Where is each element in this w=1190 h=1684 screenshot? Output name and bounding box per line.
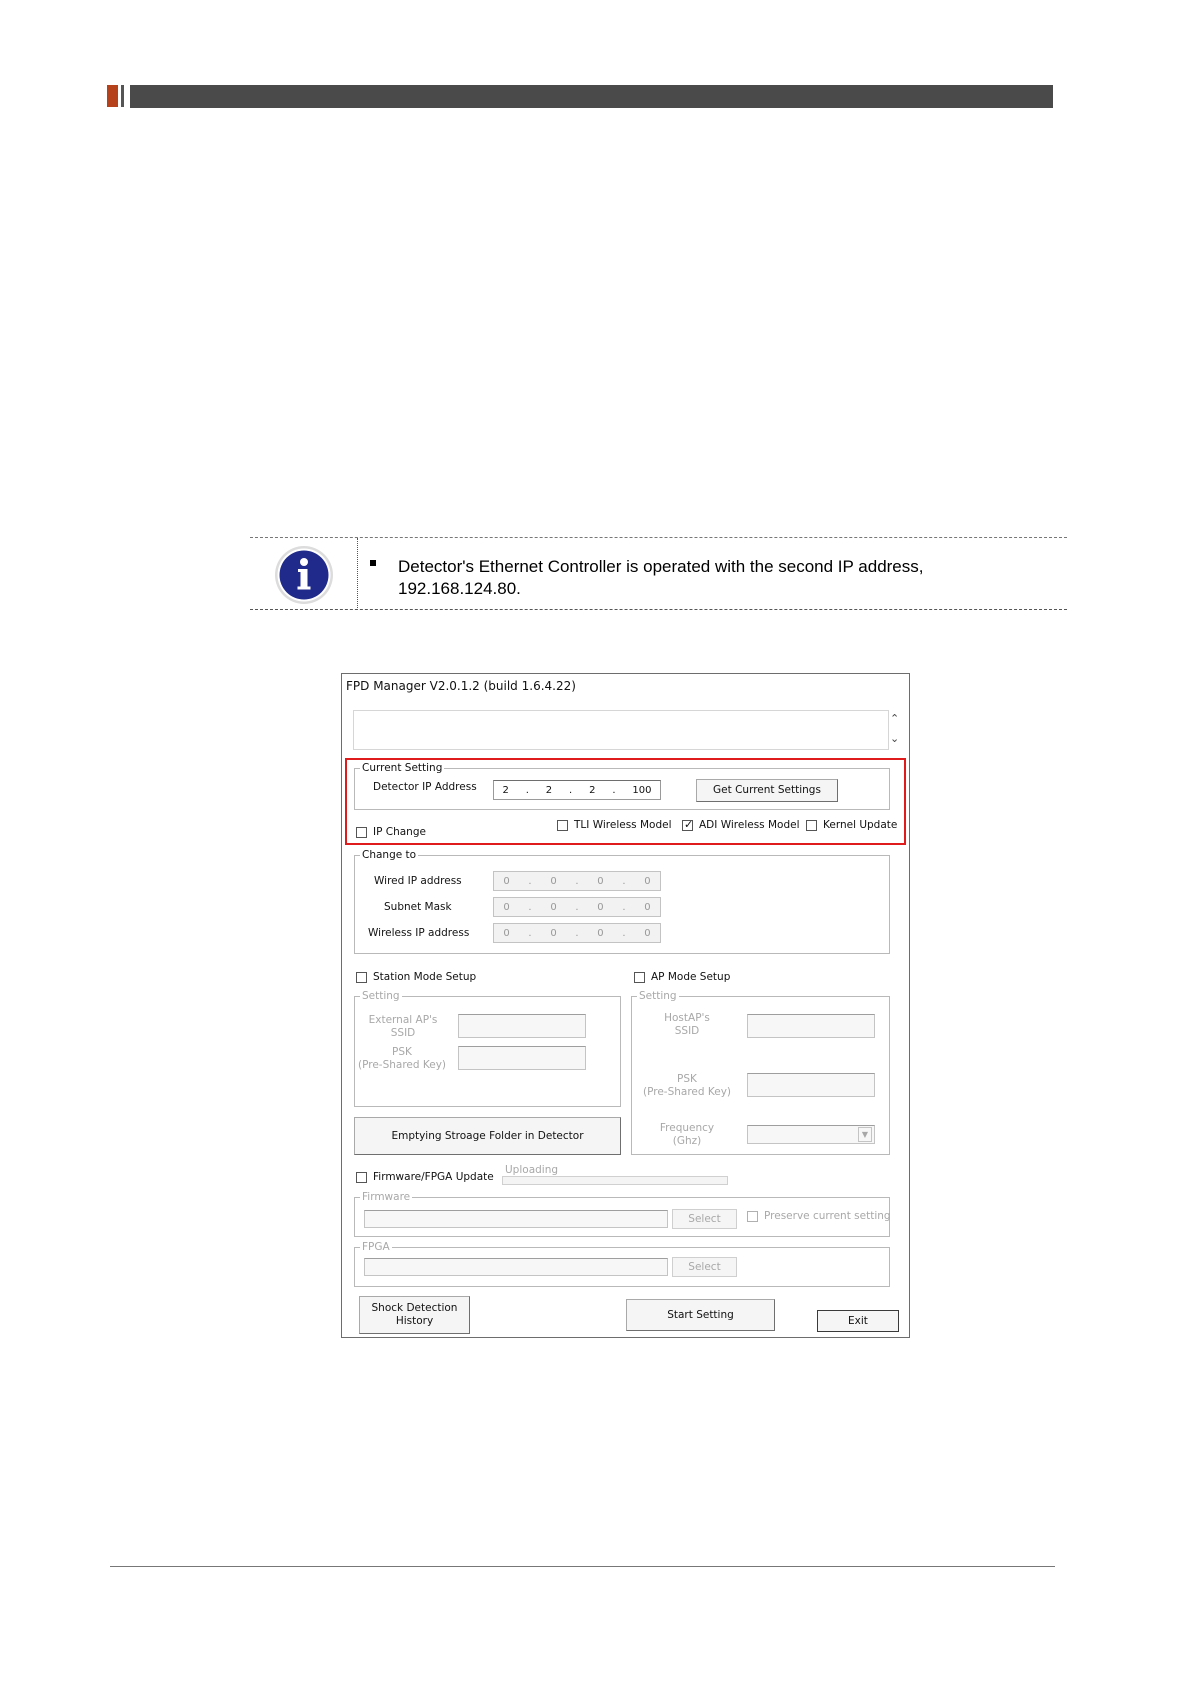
hostap-ssid-label-line2: SSID (674, 1025, 700, 1037)
note-text: Detector's Ethernet Controller is operated with the second IP address, 192.168.124.80. (398, 557, 924, 598)
station-psk-input[interactable] (458, 1046, 586, 1070)
dialog-title: FPD Manager V2.0.1.2 (build 1.6.4.22) (346, 679, 576, 693)
start-setting-button[interactable]: Start Setting (626, 1299, 775, 1331)
ap-psk-label-line2: (Pre-Shared Key) (642, 1086, 731, 1098)
footer-divider (110, 1566, 1055, 1567)
firmware-update-option[interactable] (356, 1171, 494, 1183)
station-psk-label-line1: PSK (392, 1046, 412, 1058)
ip-octet: 0 (503, 875, 510, 887)
station-setting-label: Setting (362, 990, 400, 1002)
fpga-group-label: FPGA (362, 1241, 390, 1253)
firmware-update-checkbox[interactable] (356, 1172, 367, 1183)
current-setting-label: Current Setting (362, 762, 443, 774)
preserve-setting-checkbox[interactable] (747, 1211, 758, 1222)
ap-setting-label: Setting (639, 990, 677, 1002)
header-bar (130, 85, 1053, 108)
header-accent-bar (107, 85, 118, 107)
external-ssid-label-line2: SSID (390, 1027, 416, 1039)
ip-octet: 2 (545, 784, 553, 796)
log-textbox[interactable] (353, 710, 889, 750)
ip-octet: 2 (502, 784, 509, 796)
external-ssid-input[interactable] (458, 1014, 586, 1038)
ip-octet: 0 (597, 927, 604, 939)
change-to-label: Change to (362, 849, 417, 861)
external-ssid-label (358, 1014, 448, 1040)
ap-mode-option[interactable] (634, 971, 730, 983)
get-current-settings-button[interactable]: Get Current Settings (696, 779, 838, 802)
ap-mode-label: AP Mode Setup (651, 971, 731, 983)
adi-wireless-label: ADI Wireless Model (699, 819, 800, 831)
note-divider (357, 538, 358, 610)
preserve-setting-label: Preserve current setting (764, 1210, 891, 1222)
ip-octet: 0 (597, 875, 604, 887)
hostap-ssid-label-line1: HostAP's (664, 1012, 710, 1024)
frequency-label-line2: (Ghz) (672, 1135, 702, 1147)
fpga-select-button[interactable]: Select (672, 1257, 737, 1277)
kernel-update-label: Kernel Update (823, 819, 898, 831)
ip-octet: 0 (644, 927, 651, 939)
station-mode-checkbox[interactable] (356, 972, 367, 983)
frequency-select[interactable] (747, 1125, 875, 1144)
shock-button-line1: Shock Detection (371, 1302, 458, 1314)
station-psk-label (352, 1046, 452, 1072)
ip-octet: 0 (644, 901, 651, 913)
shock-button-line2: History (395, 1315, 434, 1327)
ip-octet: 2 (589, 784, 596, 796)
ap-psk-label (637, 1073, 737, 1099)
upload-progress-bar (502, 1176, 728, 1185)
fpd-manager-dialog (341, 673, 910, 1338)
ap-psk-label-line1: PSK (677, 1073, 697, 1085)
ip-octet: 0 (550, 875, 557, 887)
firmware-update-label: Firmware/FPGA Update (373, 1171, 494, 1183)
preserve-setting-option[interactable] (747, 1210, 891, 1222)
wireless-ip-input[interactable]: 0 . 0 . 0 . 0 (493, 923, 661, 943)
frequency-label-line1: Frequency (659, 1122, 715, 1134)
exit-button[interactable]: Exit (817, 1310, 899, 1332)
ip-octet: 0 (597, 901, 604, 913)
detector-ip-input[interactable]: 2 . 2 . 2 . 100 (493, 780, 661, 800)
firmware-group-label: Firmware (362, 1191, 411, 1203)
ap-psk-input[interactable] (747, 1073, 875, 1097)
subnet-mask-input[interactable]: 0 . 0 . 0 . 0 (493, 897, 661, 917)
tli-wireless-label: TLI Wireless Model (574, 819, 672, 831)
wireless-ip-label: Wireless IP address (368, 927, 470, 939)
wired-ip-input[interactable]: 0 . 0 . 0 . 0 (493, 871, 661, 891)
emptying-storage-button[interactable]: Emptying Stroage Folder in Detector (354, 1117, 621, 1155)
shock-detection-history-button[interactable] (359, 1296, 470, 1334)
ip-octet: 0 (503, 901, 510, 913)
ip-octet: 0 (550, 927, 557, 939)
scroll-down-icon[interactable]: ⌄ (890, 732, 900, 745)
ap-mode-checkbox[interactable] (634, 972, 645, 983)
check-icon: ✓ (684, 817, 694, 831)
ip-change-label: IP Change (373, 826, 426, 838)
ip-octet: 0 (503, 927, 510, 939)
subnet-mask-label: Subnet Mask (384, 901, 452, 913)
ip-octet: 100 (632, 784, 652, 796)
external-ssid-label-line1: External AP's (368, 1014, 438, 1026)
station-mode-option[interactable] (356, 971, 476, 983)
station-psk-label-line2: (Pre-Shared Key) (357, 1059, 446, 1071)
info-icon (274, 545, 334, 605)
station-mode-label: Station Mode Setup (373, 971, 477, 983)
ip-octet: 0 (644, 875, 651, 887)
detector-ip-label: Detector IP Address (373, 781, 477, 793)
hostap-ssid-input[interactable] (747, 1014, 875, 1038)
wired-ip-label: Wired IP address (374, 875, 462, 887)
header-divider (121, 85, 124, 107)
fpga-path-input[interactable] (364, 1258, 668, 1276)
firmware-path-input[interactable] (364, 1210, 668, 1228)
chevron-down-icon[interactable]: ▼ (858, 1127, 872, 1142)
info-note (250, 537, 1067, 610)
uploading-label: Uploading (505, 1164, 559, 1176)
ip-octet: 0 (550, 901, 557, 913)
bullet-icon (370, 560, 376, 566)
firmware-select-button[interactable]: Select (672, 1209, 737, 1229)
scroll-up-icon[interactable]: ⌃ (890, 712, 900, 725)
frequency-label (642, 1122, 732, 1148)
highlight-box (345, 758, 906, 845)
hostap-ssid-label (642, 1012, 732, 1038)
